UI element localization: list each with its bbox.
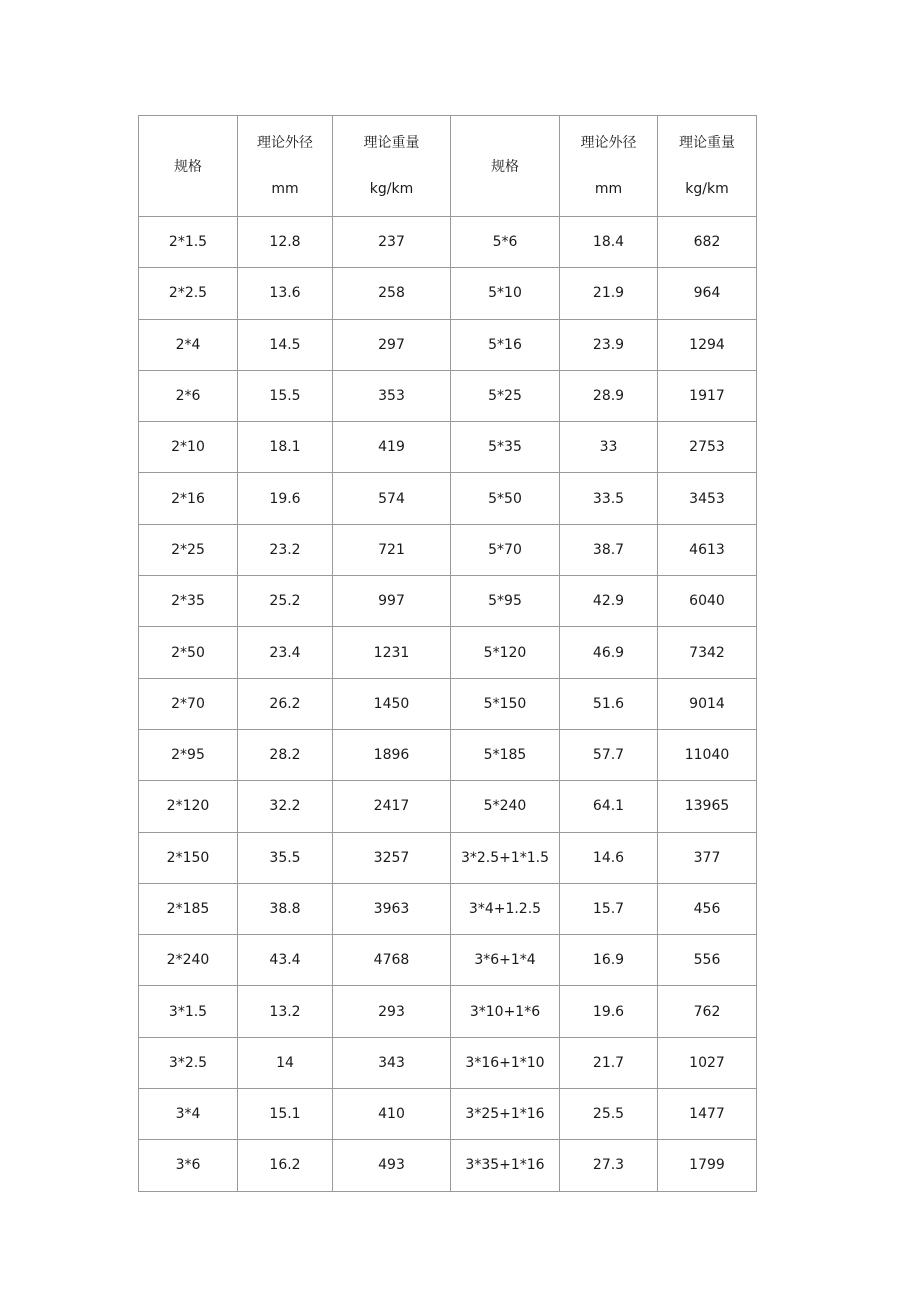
table-row xyxy=(139,1089,757,1140)
cell-weight-left: 293 xyxy=(333,986,451,1037)
cell-diameter-left: 12.8 xyxy=(238,217,333,268)
table-row xyxy=(139,1140,757,1191)
cell-weight-right: 682 xyxy=(658,217,757,268)
cell-spec-left: 2*185 xyxy=(139,883,238,934)
cell-diameter-right: 25.5 xyxy=(560,1089,658,1140)
cell-spec-left: 2*2.5 xyxy=(139,268,238,319)
cell-spec-left: 2*4 xyxy=(139,319,238,370)
header-diameter-unit: mm xyxy=(271,181,299,197)
table-row xyxy=(139,319,757,370)
cell-diameter-left: 14 xyxy=(238,1037,333,1088)
header-weight-left xyxy=(333,116,451,217)
cell-weight-right: 556 xyxy=(658,935,757,986)
cell-weight-left: 410 xyxy=(333,1089,451,1140)
cell-diameter-left: 26.2 xyxy=(238,678,333,729)
table-row xyxy=(139,473,757,524)
header-diameter-label: 理论外径 xyxy=(257,135,313,151)
cell-weight-right: 3453 xyxy=(658,473,757,524)
cell-spec-right: 3*25+1*16 xyxy=(451,1089,560,1140)
table-row xyxy=(139,883,757,934)
cell-spec-left: 2*70 xyxy=(139,678,238,729)
cell-diameter-right: 15.7 xyxy=(560,883,658,934)
cell-spec-left: 2*120 xyxy=(139,781,238,832)
header-spec-label: 规格 xyxy=(174,159,202,175)
table-row xyxy=(139,217,757,268)
header-spec-left xyxy=(139,116,238,217)
table-row xyxy=(139,370,757,421)
cell-diameter-right: 38.7 xyxy=(560,524,658,575)
cell-spec-right: 3*4+1.2.5 xyxy=(451,883,560,934)
cell-diameter-right: 28.9 xyxy=(560,370,658,421)
cell-weight-right: 762 xyxy=(658,986,757,1037)
cell-diameter-left: 35.5 xyxy=(238,832,333,883)
table-row xyxy=(139,678,757,729)
header-weight-unit: kg/km xyxy=(369,181,414,197)
cell-weight-right: 13965 xyxy=(658,781,757,832)
cell-spec-right: 5*35 xyxy=(451,422,560,473)
cell-spec-left: 2*16 xyxy=(139,473,238,524)
header-spec-right xyxy=(451,116,560,217)
header-diameter-left xyxy=(238,116,333,217)
cell-weight-left: 343 xyxy=(333,1037,451,1088)
cell-spec-left: 2*35 xyxy=(139,576,238,627)
cell-diameter-left: 32.2 xyxy=(238,781,333,832)
cell-diameter-left: 18.1 xyxy=(238,422,333,473)
cell-spec-right: 5*6 xyxy=(451,217,560,268)
cell-spec-left: 2*6 xyxy=(139,370,238,421)
cell-weight-left: 1896 xyxy=(333,729,451,780)
cell-spec-right: 3*35+1*16 xyxy=(451,1140,560,1191)
cell-weight-right: 7342 xyxy=(658,627,757,678)
cell-weight-left: 419 xyxy=(333,422,451,473)
cell-diameter-left: 25.2 xyxy=(238,576,333,627)
table-row xyxy=(139,729,757,780)
cell-spec-right: 5*16 xyxy=(451,319,560,370)
table-row xyxy=(139,935,757,986)
cell-diameter-right: 21.7 xyxy=(560,1037,658,1088)
cell-spec-left: 3*2.5 xyxy=(139,1037,238,1088)
table-row xyxy=(139,627,757,678)
table-row xyxy=(139,832,757,883)
cell-spec-left: 3*1.5 xyxy=(139,986,238,1037)
cell-weight-right: 377 xyxy=(658,832,757,883)
header-diameter-label: 理论外径 xyxy=(580,135,637,151)
table-row xyxy=(139,524,757,575)
cell-diameter-right: 42.9 xyxy=(560,576,658,627)
cell-weight-left: 721 xyxy=(333,524,451,575)
cell-diameter-left: 15.5 xyxy=(238,370,333,421)
cell-spec-right: 5*70 xyxy=(451,524,560,575)
cell-spec-left: 2*1.5 xyxy=(139,217,238,268)
header-diameter-unit: mm xyxy=(594,181,623,197)
cell-weight-left: 237 xyxy=(333,217,451,268)
header-diameter-right xyxy=(560,116,658,217)
cell-weight-right: 1799 xyxy=(658,1140,757,1191)
cell-diameter-right: 57.7 xyxy=(560,729,658,780)
cell-weight-right: 4613 xyxy=(658,524,757,575)
cell-diameter-left: 13.6 xyxy=(238,268,333,319)
cell-diameter-left: 19.6 xyxy=(238,473,333,524)
cell-weight-left: 2417 xyxy=(333,781,451,832)
table-header-row xyxy=(139,116,757,217)
table-row xyxy=(139,422,757,473)
cell-spec-right: 5*120 xyxy=(451,627,560,678)
header-weight-label: 理论重量 xyxy=(679,135,735,151)
document-page xyxy=(138,115,756,1192)
cell-spec-right: 3*16+1*10 xyxy=(451,1037,560,1088)
cell-weight-right: 2753 xyxy=(658,422,757,473)
cell-weight-right: 1477 xyxy=(658,1089,757,1140)
cell-weight-right: 9014 xyxy=(658,678,757,729)
cell-diameter-right: 46.9 xyxy=(560,627,658,678)
table-row xyxy=(139,781,757,832)
cell-weight-left: 493 xyxy=(333,1140,451,1191)
cell-diameter-left: 14.5 xyxy=(238,319,333,370)
cell-spec-left: 3*6 xyxy=(139,1140,238,1191)
cell-diameter-left: 13.2 xyxy=(238,986,333,1037)
cell-diameter-right: 33.5 xyxy=(560,473,658,524)
cell-weight-right: 1027 xyxy=(658,1037,757,1088)
cell-spec-left: 3*4 xyxy=(139,1089,238,1140)
cell-spec-right: 3*10+1*6 xyxy=(451,986,560,1037)
header-weight-right xyxy=(658,116,757,217)
cell-weight-left: 1231 xyxy=(333,627,451,678)
table-row xyxy=(139,986,757,1037)
cell-weight-right: 1294 xyxy=(658,319,757,370)
cell-diameter-left: 23.2 xyxy=(238,524,333,575)
cell-spec-left: 2*240 xyxy=(139,935,238,986)
cell-diameter-left: 15.1 xyxy=(238,1089,333,1140)
cell-diameter-right: 14.6 xyxy=(560,832,658,883)
cell-weight-left: 997 xyxy=(333,576,451,627)
cell-diameter-left: 23.4 xyxy=(238,627,333,678)
cell-diameter-right: 19.6 xyxy=(560,986,658,1037)
header-weight-label: 理论重量 xyxy=(363,135,420,151)
cell-diameter-right: 27.3 xyxy=(560,1140,658,1191)
cell-diameter-right: 18.4 xyxy=(560,217,658,268)
cell-weight-left: 297 xyxy=(333,319,451,370)
cell-weight-right: 456 xyxy=(658,883,757,934)
cell-spec-left: 2*10 xyxy=(139,422,238,473)
cell-spec-right: 5*50 xyxy=(451,473,560,524)
table-row xyxy=(139,576,757,627)
cell-spec-left: 2*95 xyxy=(139,729,238,780)
cell-spec-left: 2*25 xyxy=(139,524,238,575)
cell-weight-right: 964 xyxy=(658,268,757,319)
cell-spec-left: 2*50 xyxy=(139,627,238,678)
cell-diameter-left: 43.4 xyxy=(238,935,333,986)
cell-spec-right: 3*2.5+1*1.5 xyxy=(451,832,560,883)
cell-weight-right: 11040 xyxy=(658,729,757,780)
table-row xyxy=(139,268,757,319)
cell-weight-left: 1450 xyxy=(333,678,451,729)
cell-weight-left: 3963 xyxy=(333,883,451,934)
cell-weight-left: 4768 xyxy=(333,935,451,986)
cell-diameter-right: 21.9 xyxy=(560,268,658,319)
cell-diameter-left: 38.8 xyxy=(238,883,333,934)
cell-spec-right: 5*10 xyxy=(451,268,560,319)
cell-diameter-right: 33 xyxy=(560,422,658,473)
cell-diameter-left: 28.2 xyxy=(238,729,333,780)
cell-diameter-right: 23.9 xyxy=(560,319,658,370)
cell-spec-left: 2*150 xyxy=(139,832,238,883)
cell-spec-right: 5*240 xyxy=(451,781,560,832)
cell-spec-right: 3*6+1*4 xyxy=(451,935,560,986)
cell-spec-right: 5*95 xyxy=(451,576,560,627)
cell-weight-left: 258 xyxy=(333,268,451,319)
cable-spec-table xyxy=(138,115,757,1192)
header-spec-label: 规格 xyxy=(491,159,519,175)
cell-diameter-right: 16.9 xyxy=(560,935,658,986)
cell-diameter-left: 16.2 xyxy=(238,1140,333,1191)
cell-diameter-right: 64.1 xyxy=(560,781,658,832)
cell-weight-left: 574 xyxy=(333,473,451,524)
cell-weight-right: 1917 xyxy=(658,370,757,421)
cell-diameter-right: 51.6 xyxy=(560,678,658,729)
cell-spec-right: 5*25 xyxy=(451,370,560,421)
table-row xyxy=(139,1037,757,1088)
cell-spec-right: 5*185 xyxy=(451,729,560,780)
cell-weight-left: 3257 xyxy=(333,832,451,883)
cell-spec-right: 5*150 xyxy=(451,678,560,729)
header-weight-unit: kg/km xyxy=(685,181,729,197)
cell-weight-right: 6040 xyxy=(658,576,757,627)
cell-weight-left: 353 xyxy=(333,370,451,421)
